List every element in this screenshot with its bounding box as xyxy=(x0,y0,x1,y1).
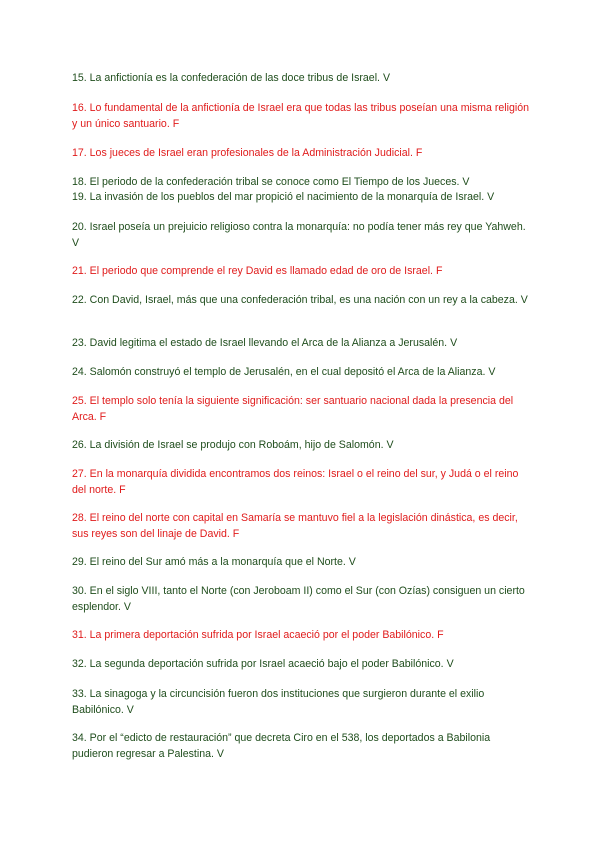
statement-20: 20. Israel poseía un prejuicio religioso contra la monarquía: no podía tener más rey que Yahweh. V xyxy=(72,221,526,249)
statement-33: 33. La sinagoga y la circuncisión fueron dos instituciones que surgieron durante el exilio Babilónico. V xyxy=(72,688,485,716)
statement-21: 21. El periodo que comprende el rey David es llamado edad de oro de Israel. F xyxy=(72,265,443,277)
statement-25: 25. El templo solo tenía la siguiente significación: ser santuario nacional dada la presencia del Arca. F xyxy=(72,395,514,423)
statement-23: 23. David legitima el estado de Israel llevando el Arca de la Alianza a Jerusalén. V xyxy=(72,337,458,349)
statement-22: 22. Con David, Israel, más que una confederación tribal, es una nación con un rey a la cabeza. V xyxy=(72,294,528,306)
statement-31: 31. La primera deportación sufrida por Israel acaeció por el poder Babilónico. F xyxy=(72,629,444,641)
statement-27: 27. En la monarquía dividida encontramos dos reinos: Israel o el reino del sur, y Judá o el reino del norte. F xyxy=(72,468,519,496)
statement-18: 18. El periodo de la confederación tribal se conoce como El Tiempo de los Jueces. V xyxy=(72,176,470,188)
statement-19: 19. La invasión de los pueblos del mar propició el nacimiento de la monarquía de Israel. V xyxy=(72,191,495,203)
statement-16: 16. Lo fundamental de la anfictionía de Israel era que todas las tribus poseían una misma religión y un único santuario. F xyxy=(72,102,529,130)
statement-29: 29. El reino del Sur amó más a la monarquía que el Norte. V xyxy=(72,556,356,568)
statement-17: 17. Los jueces de Israel eran profesionales de la Administración Judicial. F xyxy=(72,147,423,159)
statement-34: 34. Por el “edicto de restauración” que decreta Ciro en el 538, los deportados a Babilonia pudieron regresar a Palestina. V xyxy=(72,732,491,760)
statement-32: 32. La segunda deportación sufrida por Israel acaeció bajo el poder Babilónico. V xyxy=(72,658,454,670)
statement-30: 30. En el siglo VIII, tanto el Norte (con Jeroboam II) como el Sur (con Ozías) consiguen un cierto esplendor. V xyxy=(72,585,525,613)
statement-28: 28. El reino del norte con capital en Samaría se mantuvo fiel a la legislación dinástica, es decir, sus reyes son del linaje de David. F xyxy=(72,512,518,540)
statement-24: 24. Salomón construyó el templo de Jerusalén, en el cual depositó el Arca de la Alianza. V xyxy=(72,366,496,378)
statement-15: 15. La anfictionía es la confederación de las doce tribus de Israel. V xyxy=(72,72,391,84)
statement-26: 26. La división de Israel se produjo con Roboám, hijo de Salomón. V xyxy=(72,439,394,451)
